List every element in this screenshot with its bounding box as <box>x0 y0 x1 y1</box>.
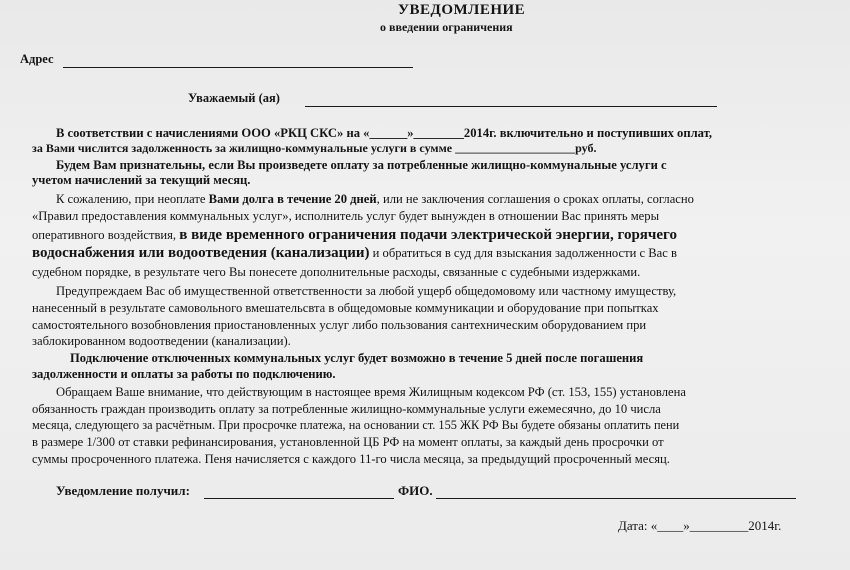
p2-line-1: Будем Вам признательны, если Вы произведете оплату за потребленные жилищно-коммунальные услуги с <box>56 158 667 172</box>
p6-line-3: месяца, следующего за расчётным. При просрочке платежа, на основании ст. 155 ЖК РФ Вы будете обязаны оплатить пени <box>32 418 680 432</box>
received-label: Уведомление получил: <box>56 483 190 498</box>
address-label: Адрес <box>20 52 54 66</box>
p2-line-2: учетом начислений за текущий месяц. <box>32 173 251 187</box>
p4-line-2: нанесенный в результате самовольного вмешательсвта в общедомовые коммуникации и оборудование при попытках <box>32 301 659 315</box>
p1-line-2: за Вами числится задолженность за жилищно-коммунальные услуги в сумме ____________________руб. <box>32 141 597 155</box>
p6-line-2: обязанность граждан производить оплату за потребленные жилищно-коммунальные услуги ежемесячно, до 10 числа <box>32 402 661 416</box>
p3-line-2: «Правил предоставления коммунальных услуг», исполнитель услуг будет вынужден в отношении Вас принять меры <box>32 209 660 223</box>
p3-line-5: судебном порядке, в результате чего Вы понесете дополнительные расходы, связанные с судебными издержками. <box>32 265 641 279</box>
date-field: Дата: «____»_________2014г. <box>618 518 782 533</box>
document-title: УВЕДОМЛЕНИЕ <box>398 2 526 18</box>
p3-line-1: К сожалению, при неоплате Вами долга в течение 20 дней, или не заключения соглашения о сроках оплаты, согласно <box>56 192 694 206</box>
fio-blank-line[interactable] <box>436 498 796 499</box>
address-blank-line[interactable] <box>63 67 413 68</box>
p4-line-1: Предупреждаем Вас об имущественной ответственности за любой ущерб общедомовому или частному имуществу, <box>56 284 677 298</box>
fio-label: ФИО. <box>398 483 433 498</box>
document-subtitle: о введении ограничения <box>380 20 513 34</box>
p6-line-1: Обращаем Ваше внимание, что действующим в настоящее время Жилищным кодексом РФ (ст. 153, 155) установлена <box>56 385 686 399</box>
p5-line-2: задолженности и оплаты за работы по подключению. <box>32 367 336 381</box>
p4-line-3: самостоятельного возобновления приостановленных услуг либо пользования сантехническим оборудованием при <box>32 318 647 332</box>
p1-line-1: В соответствии с начислениями ООО «РКЦ СКС» на «______»________2014г. включительно и поступивших оплат, <box>56 126 713 140</box>
salutation-label: Уважаемый (ая) <box>188 91 280 105</box>
recipient-name-blank-line[interactable] <box>305 106 717 107</box>
p6-line-5: суммы просроченного платежа. Пеня начисляется с каждого 11-го числа месяца, за предыдущий просроченный месяц. <box>32 452 670 466</box>
p6-line-4: в размере 1/300 от ставки рефинансирования, установленной ЦБ РФ на момент оплаты, за каждый день просрочки от <box>32 435 664 449</box>
p3-line-4: водоснабжения или водоотведения (канализации) и обратиться в суд для взыскания задолженности с Вас в <box>32 245 677 261</box>
p3-line-3: оперативного воздействия, в виде временного ограничения подачи электрической энергии, горячего <box>32 227 677 243</box>
p4-line-4: заблокированном водоотведении (канализации). <box>32 334 291 348</box>
p5-line-1: Подключение отключенных коммунальных услуг будет возможно в течение 5 дней после погашения <box>70 351 644 365</box>
signature-blank-line[interactable] <box>204 498 394 499</box>
